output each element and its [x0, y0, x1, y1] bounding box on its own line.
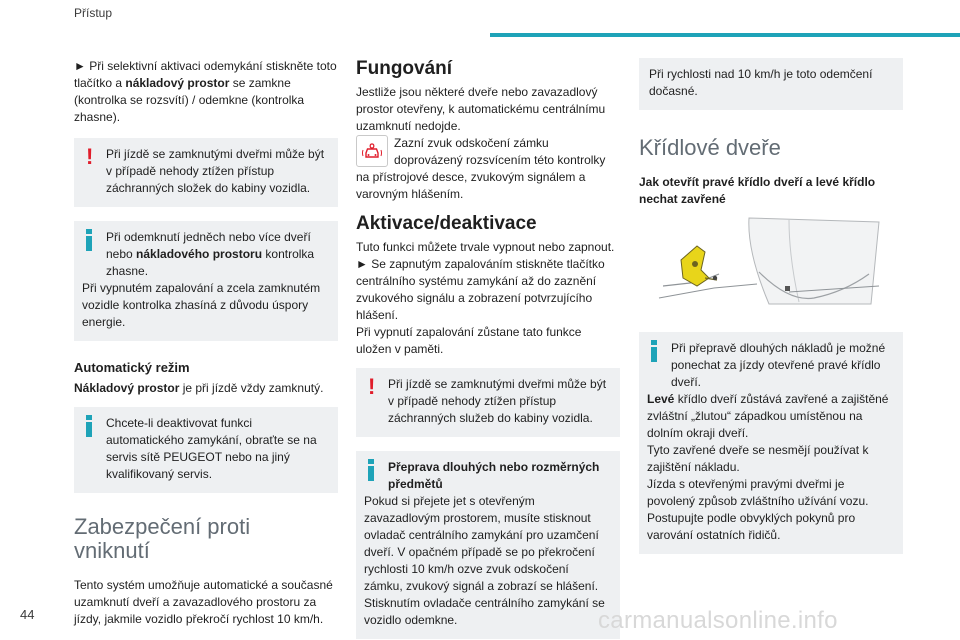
wing-door-latch-illustration [639, 212, 903, 324]
paragraph-auto: Nákladový prostor je při jízdě vždy zamknutý. [74, 381, 324, 395]
wing-subheading: Jak otevřít pravé křídlo dveří a levé křídlo nechat zavřené [639, 175, 876, 206]
exclamation-icon: ! [86, 144, 94, 169]
paragraph-activation-1: Tuto funkci můžete trvale vypnout nebo zapnout. [356, 240, 615, 254]
paragraph-activation-3: Při vypnutí zapalování zůstane tato funkce uložen v paměti. [356, 325, 582, 356]
info-icon [651, 340, 657, 362]
paragraph-function: Jestliže jsou některé dveře nebo zavazadlový prostor otevřeny, k automatickému centrálnímu uzamknutí nedojde. [356, 85, 606, 133]
running-header: Přístup [74, 6, 113, 20]
car-lock-alarm-icon [356, 135, 388, 167]
header-accent-bar [490, 33, 960, 37]
column-2 [356, 58, 620, 639]
paragraph-selective: ► Při selektivní aktivaci odemykání stiskněte toto tlačítko a nákladový prostor se zamkne (kontrolka se rozsvítí) / odemkne (kontrolka zhasne). [74, 59, 337, 124]
note-box-top: Při rychlosti nad 10 km/h je toto odemčení dočasné. [639, 58, 903, 110]
paragraph-function-2: Zazní zvuk odskočení zámku doprovázený rozsvícením této kontrolky na přístrojové desce, zvukovým signálem a varovným hlášením. [356, 136, 606, 201]
info-icon [86, 415, 92, 437]
heading-auto-mode: Automatický režim [74, 360, 190, 375]
info-box-2: Chcete-li deaktivovat funkci automatického zamykání, obraťte se na servis sítě PEUGEOT nebo na jiný kvalifikovaný servis. [74, 407, 338, 493]
heading-wing-doors: Křídlové dveře [639, 135, 781, 160]
paragraph-activation-2: ► Se zapnutým zapalováním stiskněte tlačítko centrálního systému zamykání až do zaznění zvukového signálu a zobrazení potvrzujícího hlášení. [356, 257, 605, 322]
warning-box-2: ! Při jízdě se zamknutými dveřmi může být v případě nehody ztížen přístup záchranných služeb do kabiny vozidla. [356, 368, 620, 437]
info-icon [86, 229, 92, 251]
page-number: 44 [20, 607, 35, 622]
paragraph-security: Tento systém umožňuje automatické a současné uzamknutí dveří a zavazadlového prostoru za jízdy, jakmile vozidlo překročí rychlost 10 km/h. [74, 578, 333, 626]
info-box-4: Při přepravě dlouhých nákladů je možné ponechat za jízdy otevřené pravé křídlo dveří. Levé křídlo dveří zůstává zavřené a zajištěné zvláštní „žlutou“ západkou umístěnou na dolním okraji dveří. Tyto zavřené dveře se nesmějí používat k zajištění nákladu. Jízda s otevřenými pravými dveřmi je povolený způsob zvláštního užívání vozu. Postupujte podle obvyklých pokynů pro varování ostatních řidičů. [639, 332, 903, 554]
column-1 [74, 58, 338, 628]
warning-box-1: ! Při jízdě se zamknutými dveřmi může být v případě nehody ztížen přístup záchranných složek do kabiny vozidla. [74, 138, 338, 207]
info-icon [368, 459, 374, 481]
heading-security: Zabezpečení proti vniknutí [74, 514, 251, 563]
info-box-1: Při odemknutí jedněch nebo více dveří nebo nákladového prostoru kontrolka zhasne. Při vypnutém zapalování a zcela zamknutém vozidle kontrolka zhasíná z důvodu úspory energie. [74, 221, 338, 341]
watermark: carmanualsonline.info [598, 607, 838, 634]
heading-function: Fungování [356, 58, 453, 79]
heading-activation: Aktivace/deaktivace [356, 213, 537, 234]
column-3 [639, 58, 903, 554]
exclamation-icon: ! [368, 374, 376, 399]
info-box-3: Přeprava dlouhých nebo rozměrných předmětů Pokud si přejete jet s otevřeným zavazadlovým prostorem, musíte stisknout ovladač centrálního zamykání pro uzamčení dveří. V opačném případě se po překročení rychlosti 10 km/h ozve zvuk odskočení zámku, zvukový signál a zobrazí se hlášení. Stisknutím ovladače centrálního zamykání se vozidlo odemkne. [356, 451, 620, 639]
